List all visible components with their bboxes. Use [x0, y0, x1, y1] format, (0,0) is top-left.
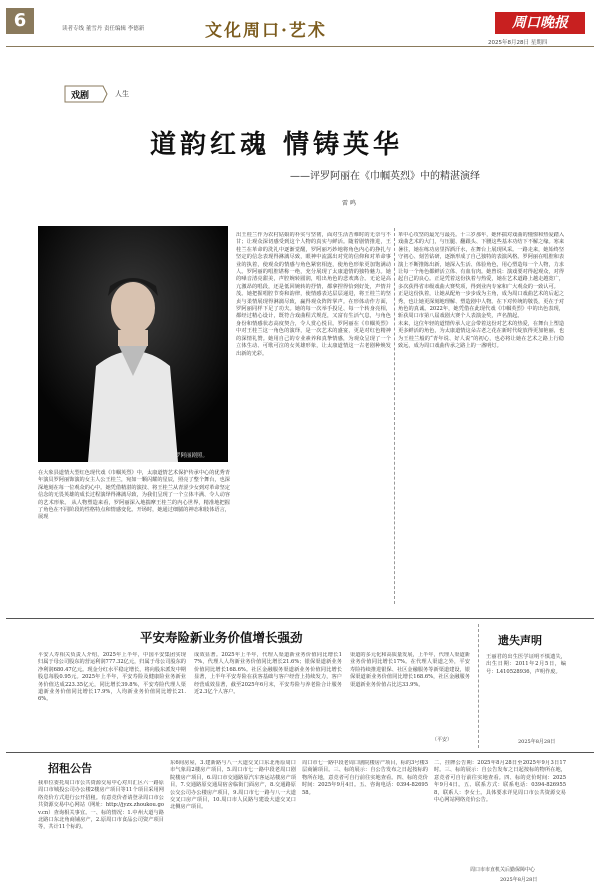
section-rule [6, 618, 594, 619]
feature-col3-para-2: 正是这份执着，让她从配角一步步成为主角，成为周口戏曲艺术的后起之秀，也让她更深刻地理解、塑造剧中人物。在下对传统的敬畏，更在于对角色的真诚。2022年，她凭借在此现代戏《巾帼英烈》中的出色表现，斩获周口市第八届戏剧大赛个人表演金奖，声名鹊起。 [398, 291, 564, 320]
feature-photo [38, 226, 228, 462]
recruitment-column-1: 我单位委托周口市公共资源交易中心对川汇区六一路原周口市城投公司办公楼2楼房产项目等11个项目采用网络竞价方式进行公开招租。有意竞价者请登录周口市公共资源交易中心网站（网址：http://jyzx.zhoukou.gov.cn）查询相关事宜。一、标的情况：1.中州大道与路北路口东北角商铺房产，2.原周口市食品公司资产项目等，共计11个标的。 [38, 780, 164, 831]
editor-line: 读者专线 董雪丹 责任编辑 李德新 [62, 26, 145, 32]
insurance-column-1: 平安人寿相关负责人介绍，2025年上半年，中国平安集团实现归属于母公司股东的营运利润777.32亿元，归属于母公司股东的净利润680.47亿元。现金分红水平稳定增长，将向股东派发中期股息每股0.95元。2025年上半年，平安寿险及健康险业务新业务价值达成223.35亿元，同比增长39.8%，平安寿险代理人渠道新业务价值同比增长17.9%，人均新业务价值同比增长21.6%。 [38, 652, 186, 703]
section-rule-2 [6, 752, 594, 753]
insurance-column-3: 渠道的多元化和高质量发展，上半年，代理人渠道新业务价值同比增长17%。在代理人渠道之外，平安寿险持续推进银保、社区金融服务等新渠道建设，银保渠道新业务价值同比增长168.6%，社区金融服务渠道新业务价值占比达33.9%。 [350, 652, 470, 688]
photo-caption: 罗阿丽剧照。 [175, 453, 209, 459]
recruitment-column-2: 东6间房屋，3.建新路与八一大道交叉口东北角原周口市气象局2楼房产项目，5.周口市七一路中段老周口剧院楼房产项目，6.周口市交通路原汽车客运站楼房产项目，7.交通路原交通局宿舍临街门面房产，8.交通路原公交公司办公楼房产项目，9.周口市七一路与八一大道交叉口房产项目，10.周口市人民路与建设大道交叉口北侧房产项目。 [170, 760, 296, 811]
loss-notice-body: 王丽君的出生医学证明不慎遗失，出生日期：2011年2月5日，编号：L410528936，声明作废。 [486, 654, 566, 675]
loss-notice-date: 2025年8月28日 [518, 739, 556, 745]
feature-para-2: 从人物塑造来看，罗阿丽深入地揣摩王桂兰的内心世界，精准地把握了角色在不同阶段的性格特点和情感变化。开场时，她通过细腻的神态和肢体语言，展现 [38, 499, 230, 521]
feature-col3-para-1: 革中心攻坚的最光与最亮。十三岁那年，她怀揣对戏曲的憧憬和热爱踏入戏曲艺术的大门，与压腿、翻跟头、下腰这些基本功结下不解之缘。寒来暑往，她在练功房里挥洒汗水，在舞台上展现风采。一路走来，她始终坚守初心、刻苦钻研，逐渐形成了自己独特的表演风格。罗阿丽在唱腔和表演上不断推陈出新，她深入生活、体验角色，用心塑造每一个人物，力求让每一个角色都鲜活立体、有血有肉。她曾说：演戏要对得起观众，对得起自己的良心。正是凭着这份执着与热爱，她在艺术道路上越走越宽广，多次获得省市级戏曲大赛奖项，得到业内专家和广大观众的一致认可。 [398, 232, 564, 290]
feature-headline: 道韵红魂 情铸英华 [150, 130, 404, 160]
feature-column-3 [398, 232, 564, 600]
insurance-column-2: 成效显著。2025年上半年，代理人渠道新业务价值同比增长17%，代理人人均新业务价值同比增长21.6%；银保渠道新业务价值同比增长168.6%。社区金融服务渠道新业务价值同比增长显著，上半年平安寿险在获客基础与客户经营上持续发力，客户经营成效显著，截至2025年6月末，平安寿险与养老险合计服务近2.3亿个人客户。 [194, 652, 342, 696]
recruitment-date: 2025年8月28日 [500, 877, 538, 883]
recruitment-column-3: 周口市七一路中段老周口剧院楼房产项目，标的3号楼3层商铺项目。三、标的展示：自公告发布之日起按标的物所在地，意竞者可自行前往实地查看。四、标的竞价时间：2025年9月4日。五、咨询电话：0394-8269558。 [302, 760, 428, 796]
feature-subheadline: ——评罗阿丽在《巾帼英烈》中的精湛演绎 [290, 171, 480, 182]
feature-intro: 在大象县道情大型红色现代戏《巾帼英烈》中，太康道情艺术保护传承中心的优秀青年演员罗阿丽饰演的女主人公王桂兰，宛如一颗闪耀的星辰，照亮了整个舞台，也深深地刻在每一位观众的心中。她凭借精湛的演技、将王桂兰从青涩少女到对革命坚定信念的无畏英雄的成长过程演绎得淋漓尽致，为我们呈现了一个立体丰满、令人动容的艺术形象。 [38, 470, 230, 506]
recruitment-column-4: 二、挂牌公告期：2025年8月28日至2025年9月3日17时。三、标的展示：自公告发布之日起按标的物所在地，意竞者可自行前往实地查看。四、标的竞价时间：2025年9月4日。五、联系方式：联系电话：0394-8269558，联系人：李女士。具体要求详见周口市公共资源交易中心网站网络竞价公告。 [434, 760, 566, 804]
tag-sub: 人生 [115, 90, 129, 98]
notice-divider [478, 624, 479, 748]
newspaper-masthead: 周口晚报 [495, 12, 585, 34]
header-rule [6, 46, 594, 47]
feature-author: 雷鸣 [342, 200, 359, 207]
feature-column-1 [38, 470, 230, 522]
feature-col3-para-3: 未来，这位年轻的道情传承人定会带着这份对艺术的热爱，在舞台上塑造更多鲜活的角色，为太康道情这朵古老之花在新时代绽放得更加艳丽，也为王桂兰般的“青年说、好人说”的初心，也必将让她在艺术之路上行稳致远，成为周口戏曲传承之路上的一盏明灯。 [398, 320, 564, 350]
feature-column-2: 出王桂兰作为农村姑娘的朴实与坚韧，面对生活苦难时的无奈与不甘；让观众深切感受到这个人物的真实与鲜活。随着剧情推进，王桂兰在革命的洗礼中逐渐觉醒，罗阿丽巧妙地将角色内心的挣扎与坚定的信念表现得淋漓尽致，眼神中流露出对党的信仰和对革命事业的执着，使观众的情感与角色紧密相连，使角色形象更加饱满动人。罗阿丽的唱腔堪称一绝，充分展现了太康道情的独特魅力。她的嗓音清亮甜美，声腔婉转圆润，唱出角色的悲欢离合。无论是高亢激昂的唱段，还是低回婉转的抒情，都拿捏得恰到好处，声情并茂。她把握唱腔节奏和韵律，使情感表达层层递进，将王桂兰的坚贞与柔情展现得淋漓尽致，赢得观众阵阵掌声。在形体动作方面，罗阿丽同样下足了功夫。她的每一次举手投足、每一个转身亮相，都经过精心设计，既符合戏曲程式规范，又富有生活气息，与角色身份和情感状态高度契合，令人赏心悦目。罗阿丽在《巾帼英烈》中对王桂兰这一角色的演绎，是一次艺术的盛宴，更是对红色精神的深情礼赞。她用自己的专业素养和真挚情感，为观众呈现了一个立体生动、可歌可泣的女英雄形象，让太康道情这一古老剧种焕发出新的光彩。 [236, 232, 391, 357]
column-tag [63, 84, 143, 104]
date-line: 2025年8月28日 星期四 [488, 40, 548, 46]
recruitment-signature: 周口市市直机关后勤保障中心 [470, 867, 536, 873]
recruitment-title: 招租公告 [48, 762, 92, 775]
insurance-source: （平安） [432, 737, 453, 743]
actress-figure-icon [38, 226, 228, 462]
insurance-headline: 平安寿险新业务价值增长强劲 [140, 630, 303, 645]
tag-main: 戏剧 [71, 91, 90, 101]
loss-notice-title: 遗失声明 [498, 634, 542, 647]
column-divider [394, 228, 395, 604]
section-title: 文化周口·艺术 [205, 21, 327, 41]
page-number: 6 [6, 8, 34, 34]
